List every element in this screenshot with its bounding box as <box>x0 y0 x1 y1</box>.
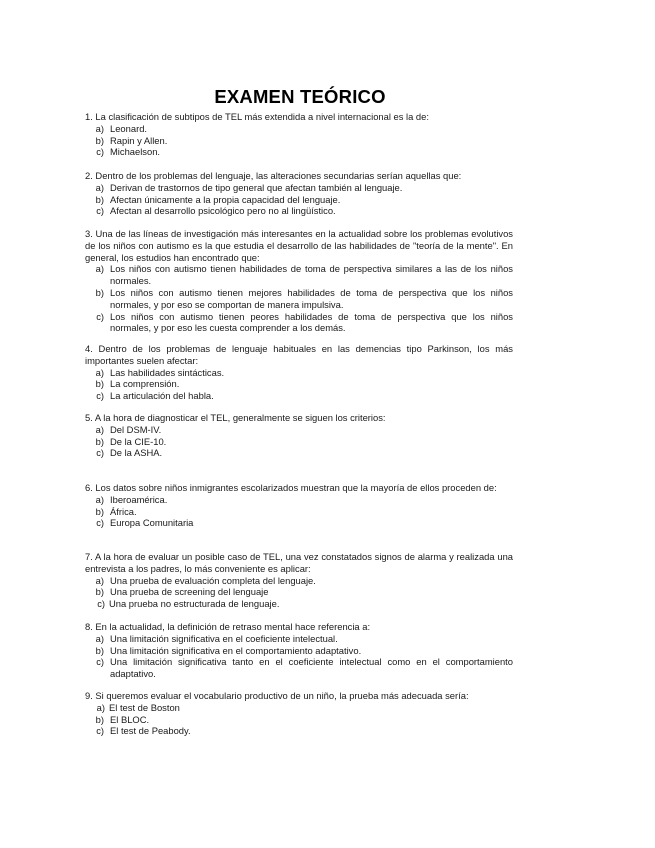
question-9 <box>85 690 513 737</box>
option-label: c) <box>96 447 104 459</box>
question-text: 7. A la hora de evaluar un posible caso de TEL, una vez constatados signos de alarma y realizada una entrevista a los padres, lo más conveniente es aplicar: <box>85 551 513 574</box>
option-text: El test de Peabody. <box>110 725 191 737</box>
option-label: a) <box>95 263 104 275</box>
option-c <box>85 205 513 217</box>
option-a <box>85 494 513 506</box>
question-text: 9. Si queremos evaluar el vocabulario productivo de un niño, la prueba más adecuada sería: <box>85 690 469 701</box>
option-label: a) <box>95 423 104 435</box>
option-b <box>85 714 513 726</box>
option-list <box>85 494 513 529</box>
option-a <box>85 702 513 714</box>
question-8 <box>85 621 513 680</box>
question-text: 4. Dentro de los problemas de lenguaje habituales en las demencias tipo Parkinson, los más importantes suelen afectar: <box>85 343 513 366</box>
option-text: Iberoamérica. <box>110 493 168 505</box>
option-c <box>85 656 513 680</box>
option-b <box>85 436 513 448</box>
question-text: 8. En la actualidad, la definición de retraso mental hace referencia a: <box>85 621 371 632</box>
option-list <box>85 575 513 610</box>
question-4 <box>85 343 513 402</box>
option-label: c) <box>96 205 104 217</box>
option-text: Una limitación significativa en el coeficiente intelectual. <box>110 632 338 644</box>
question-7 <box>85 551 513 610</box>
option-text: De la ASHA. <box>110 447 163 459</box>
option-b <box>85 378 513 390</box>
option-text: Una limitación significativa en el comportamiento adaptativo. <box>110 644 362 656</box>
option-list <box>85 424 513 459</box>
option-c <box>85 725 513 737</box>
option-text: Europa Comunitaria <box>110 517 194 529</box>
option-text: Los niños con autismo tienen peores habilidades de toma de perspectiva que los niños normales, y por eso les cuesta comprender a los demás. <box>110 310 513 334</box>
option-label: a) <box>95 122 104 134</box>
option-list <box>85 123 513 158</box>
question-text: 6. Los datos sobre niños inmigrantes escolarizados muestran que la mayoría de ellos proceden de: <box>85 482 497 493</box>
option-text: El BLOC. <box>110 713 150 725</box>
option-text: De la CIE-10. <box>110 435 167 447</box>
option-text: Una prueba de screening del lenguaje <box>110 586 269 598</box>
option-text: Del DSM-IV. <box>110 423 162 435</box>
option-a <box>85 182 513 194</box>
option-c <box>85 517 513 529</box>
option-label: c) <box>96 390 104 402</box>
question-text: 5. A la hora de diagnosticar el TEL, generalmente se siguen los criterios: <box>85 412 386 423</box>
option-text: Una limitación significativa tanto en el coeficiente intelectual como en el comportamiento adaptativo. <box>110 656 513 680</box>
option-a <box>85 367 513 379</box>
option-label: c) <box>96 656 104 668</box>
option-label: a) <box>95 632 104 644</box>
question-text: 2. Dentro de los problemas del lenguaje, las alteraciones secundarias serían aquellas que: <box>85 170 462 181</box>
option-label: c) <box>96 310 104 322</box>
option-list <box>85 633 513 680</box>
question-3 <box>85 228 513 334</box>
question-text: 1. La clasificación de subtipos de TEL más extendida a nivel internacional es la de: <box>85 111 429 122</box>
page-title: EXAMEN TEÓRICO <box>214 86 386 107</box>
option-list <box>85 182 513 217</box>
option-list <box>85 263 513 334</box>
option-text: Las habilidades sintácticas. <box>110 366 225 378</box>
option-a <box>85 575 513 587</box>
option-label: b) <box>95 286 104 298</box>
question-text: 3. Una de las líneas de investigación más interesantes en la actualidad sobre los problemas evolutivos de los niños con autismo es la que estudia el desarrollo de las habilidades de "teoría de la mente". En general, los estudios han encontrado que: <box>85 228 513 263</box>
question-2 <box>85 170 513 217</box>
option-label: c) <box>96 146 104 158</box>
option-b <box>85 135 513 147</box>
option-a <box>85 123 513 135</box>
option-text: Una prueba de evaluación completa del lenguaje. <box>110 574 316 586</box>
option-a <box>85 424 513 436</box>
option-label: a) <box>96 701 105 713</box>
option-c <box>85 390 513 402</box>
option-text: Una prueba no estructurada de lenguaje. <box>109 598 280 610</box>
option-label: b) <box>95 193 104 205</box>
option-text: Los niños con autismo tienen habilidades de toma de perspectiva similares a las de los niños normales. <box>110 263 513 287</box>
option-label: a) <box>95 366 104 378</box>
option-label: a) <box>95 574 104 586</box>
option-label: b) <box>95 644 104 656</box>
option-b <box>85 506 513 518</box>
option-label: b) <box>95 435 104 447</box>
option-label: b) <box>95 505 104 517</box>
option-list <box>85 702 513 737</box>
option-b <box>85 586 513 598</box>
option-text: Afectan únicamente a la propia capacidad del lenguaje. <box>110 193 341 205</box>
option-label: c) <box>96 517 104 529</box>
question-6 <box>85 482 513 529</box>
option-text: El test de Boston <box>109 701 180 713</box>
option-label: c) <box>96 725 104 737</box>
option-label: a) <box>95 493 104 505</box>
question-1 <box>85 111 513 158</box>
question-5 <box>85 412 513 459</box>
option-label: b) <box>95 713 104 725</box>
option-a <box>85 633 513 645</box>
option-a <box>85 263 513 287</box>
option-text: Los niños con autismo tienen mejores habilidades de toma de perspectiva que los niños normales, y por eso se comportan de manera impulsiva. <box>110 286 513 310</box>
option-label: b) <box>95 134 104 146</box>
option-label: b) <box>95 378 104 390</box>
option-c <box>85 598 513 610</box>
option-text: La articulación del habla. <box>110 390 214 402</box>
option-text: África. <box>110 505 137 517</box>
option-text: Derivan de trastornos de tipo general que afectan también al lenguaje. <box>110 181 403 193</box>
option-text: Rapin y Allen. <box>110 134 168 146</box>
option-text: Michaelson. <box>110 146 161 158</box>
option-c <box>85 146 513 158</box>
option-list <box>85 367 513 402</box>
option-b <box>85 194 513 206</box>
option-c <box>85 447 513 459</box>
option-c <box>85 311 513 335</box>
option-b <box>85 287 513 311</box>
option-b <box>85 645 513 657</box>
option-text: Leonard. <box>110 122 148 134</box>
option-label: a) <box>95 181 104 193</box>
option-text: Afectan al desarrollo psicológico pero no al lingüístico. <box>110 205 336 217</box>
option-label: c) <box>97 598 105 610</box>
option-text: La comprensión. <box>110 378 180 390</box>
option-label: b) <box>95 586 104 598</box>
